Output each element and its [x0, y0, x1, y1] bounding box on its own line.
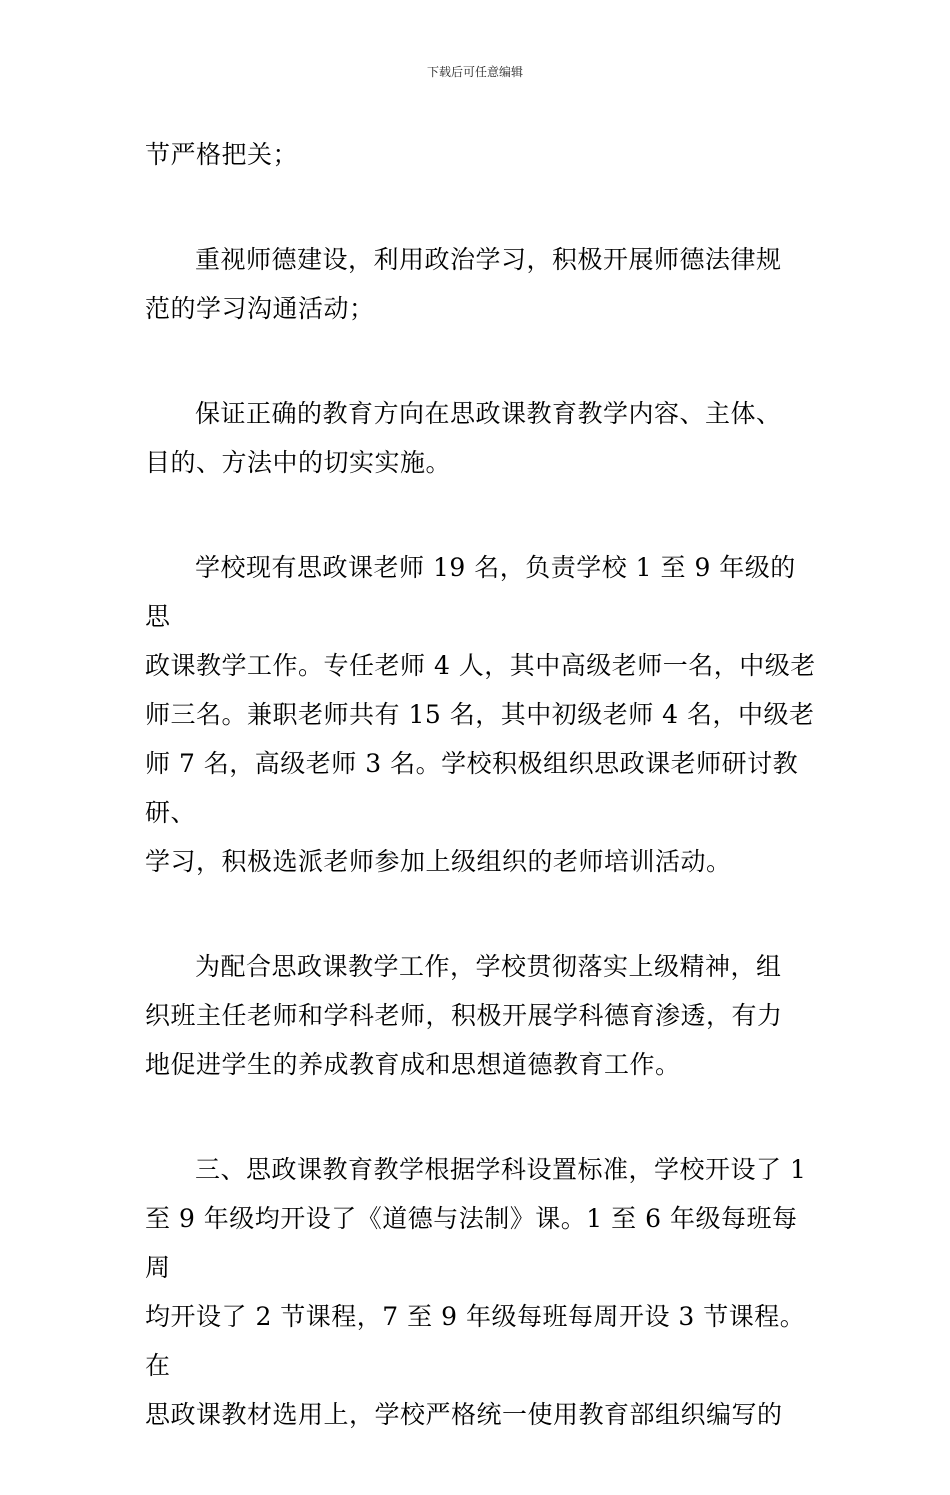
- paragraph-moral-education: 为配合思政课教学工作，学校贯彻落实上级精神，组 织班主任老师和学科老师，积极开展学科德育渗透，有力 地促进学生的养成教育成和思想道德教育工作。: [145, 952, 783, 1079]
- paragraph-teacher-staffing: 学校现有思政课老师 19 名，负责学校 1 至 9 年级的思 政课教学工作。专任老师 4 人，其中高级老师一名，中级老 师三名。兼职老师共有 15 名，其中初级老师 4 名，中级老 师 7 名，高级老师 3 名。学校积极组织思政课老师研讨教研、 学习，积极选派老师参加上级组织的老师培训活动。: [145, 553, 816, 876]
- paragraph-teacher-ethics: 重视师德建设，利用政治学习，积极开展师德法律规 范的学习沟通活动；: [145, 245, 782, 323]
- paragraph-continuation: 节严格把关；: [145, 140, 299, 169]
- paragraph-education-direction: 保证正确的教育方向在思政课教育教学内容、主体、 目的、方法中的切实实施。: [145, 399, 782, 477]
- page-header: 下载后可任意编辑: [426, 65, 523, 79]
- paragraph-curriculum: 三、思政课教育教学根据学科设置标准，学校开设了 1 至 9 年级均开设了《道德与法制》课。1 至 6 年级每班每周 均开设了 2 节课程，7 至 9 年级每班每周开设 3 节课程。在 思政课教材选用上，学校严格统一使用教育部组织编写的: [145, 1155, 807, 1429]
- document-body: [145, 130, 817, 1495]
